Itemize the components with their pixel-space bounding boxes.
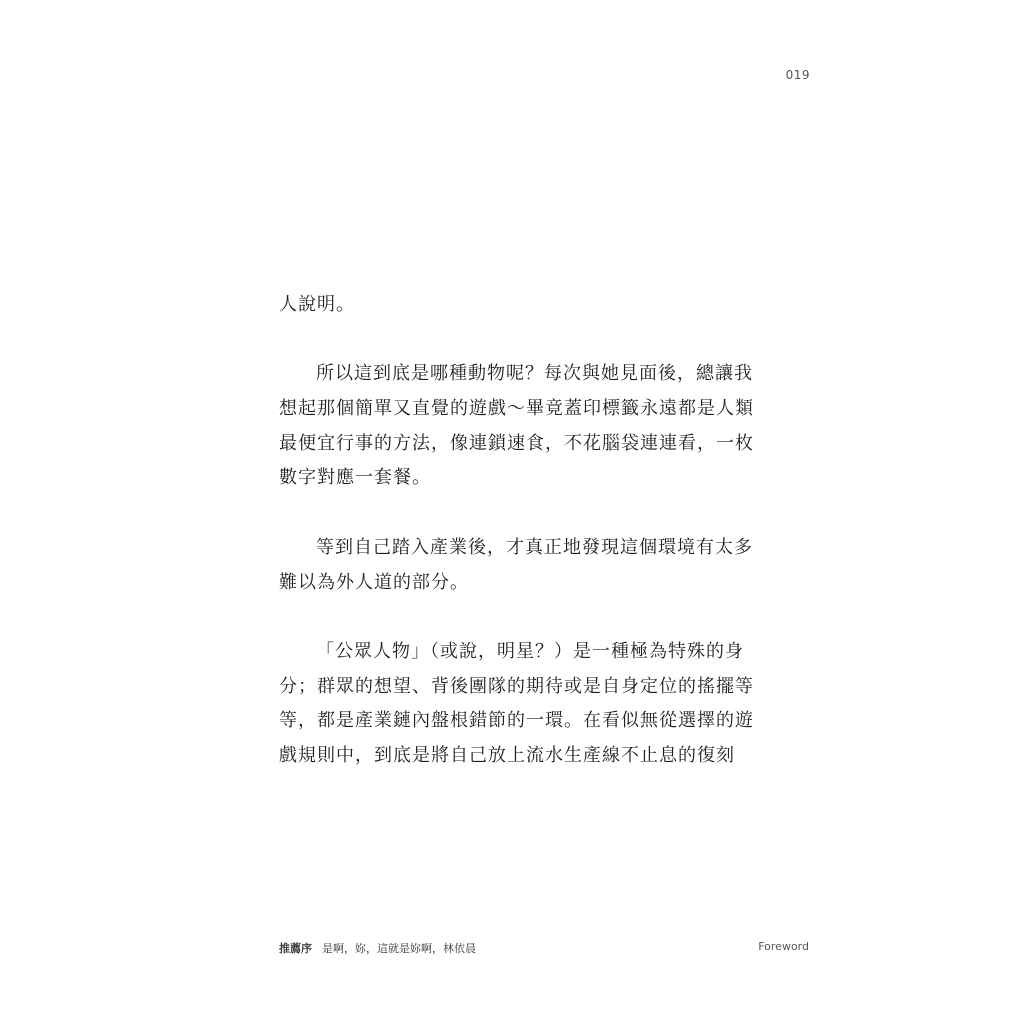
text-line: 戲規則中，到底是將自己放上流水生產線不止息的復刻 bbox=[279, 744, 735, 766]
text-line: 等，都是產業鏈內盤根錯節的一環。在看似無從選擇的遊 bbox=[279, 710, 754, 732]
paragraph-gap bbox=[279, 496, 749, 531]
body-text bbox=[279, 288, 754, 774]
text-line: 人說明。 bbox=[279, 294, 355, 315]
footer-section-label: 推薦序 bbox=[279, 942, 312, 955]
running-footer bbox=[279, 940, 809, 960]
text-line: 想起那個簡單又直覺的遊戲～畢竟蓋印標籤永遠都是人類 bbox=[279, 398, 754, 420]
text-line: 「公眾人物」（或說，明星？）是一種極為特殊的身 bbox=[316, 640, 744, 662]
text-line: 數字對應一套餐。 bbox=[279, 467, 431, 489]
text-line: 分；群眾的想望、背後團隊的期待或是自身定位的搖擺等 bbox=[279, 675, 754, 697]
footer-section-title: 是啊，妳，這就是妳啊，林依晨 bbox=[322, 942, 476, 955]
footer-section bbox=[279, 940, 476, 956]
footer-english-label: Foreword bbox=[758, 940, 809, 953]
text-line: 最便宜行事的方法，像連鎖速食，不花腦袋連連看，一枚 bbox=[279, 432, 754, 454]
paragraph-gap bbox=[279, 600, 749, 635]
paragraph-gap bbox=[279, 323, 749, 358]
page-number: 019 bbox=[785, 68, 810, 82]
text-line: 所以這到底是哪種動物呢？每次與她見面後，總讓我 bbox=[316, 363, 753, 385]
text-line: 難以為外人道的部分。 bbox=[279, 571, 469, 593]
text-line: 等到自己踏入產業後，才真正地發現這個環境有太多 bbox=[316, 536, 753, 558]
